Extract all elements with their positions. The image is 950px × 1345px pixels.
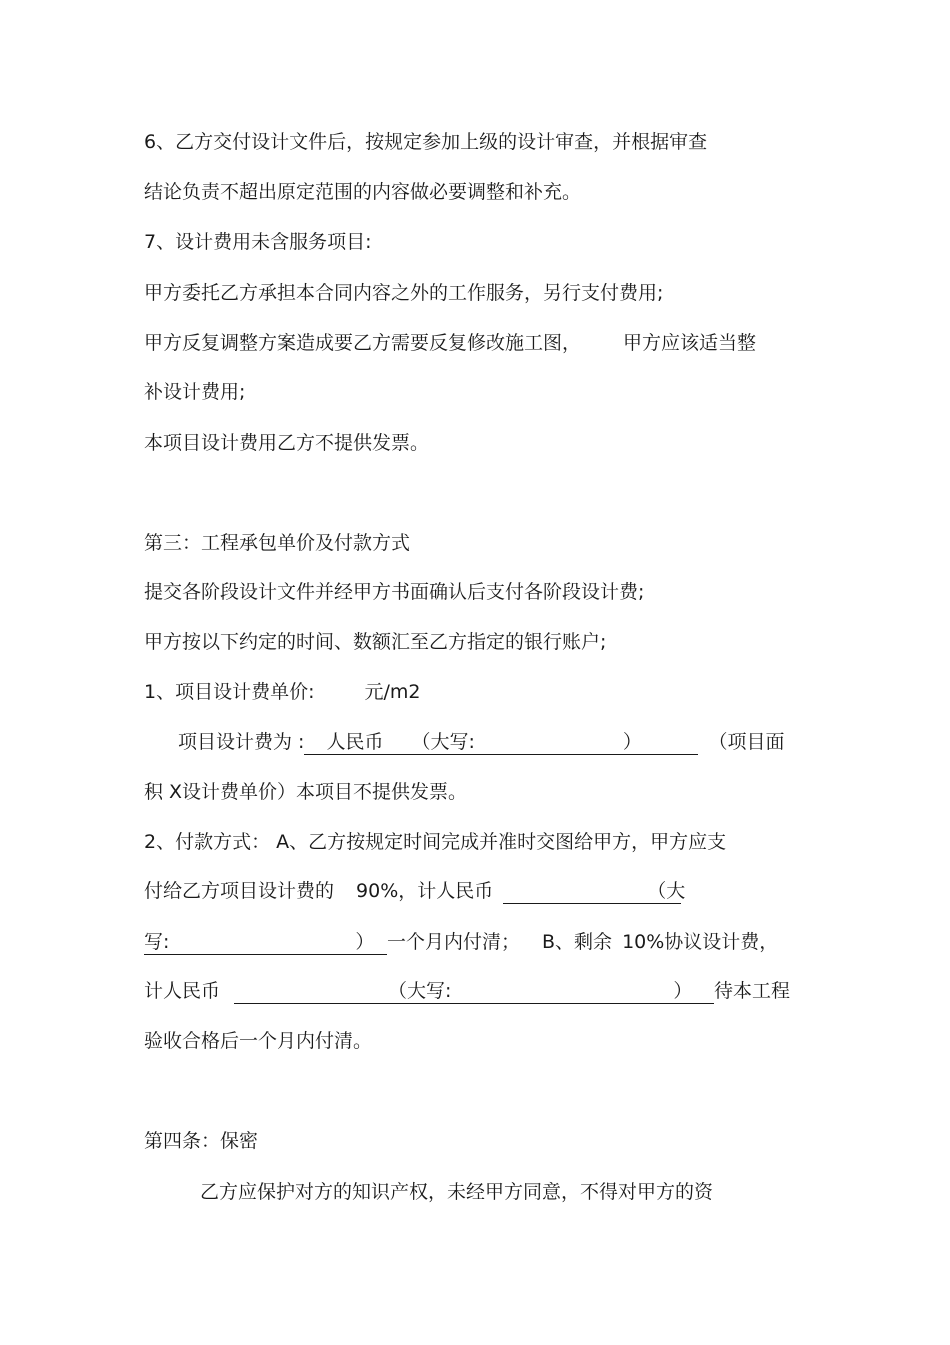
payment-line-5: 验收合格后一个月内付清。 <box>144 1030 373 1052</box>
clause-6-line-1: 6、乙方交付设计文件后，按规定参加上级的设计审查，并根据审查 <box>144 131 708 153</box>
section-3-line-2: 甲方按以下约定的时间、数额汇至乙方指定的银行账户; <box>144 631 607 653</box>
payment-90-capital-blank <box>144 930 387 955</box>
payment-90-label: 付给乙方项目设计费的 <box>144 880 335 902</box>
payment-line-3 <box>144 930 778 955</box>
section-3-heading: 第三：工程承包单价及付款方式 <box>144 532 411 554</box>
clause-6-line-2: 结论负责不超出原定范围的内容做必要调整和补充。 <box>144 181 582 203</box>
unit-price-unit: 元/m2 <box>364 681 421 703</box>
payment-line-4 <box>144 979 790 1004</box>
clause-7-item-2-line-2: 补设计费用; <box>144 381 246 403</box>
section-3-line-1: 提交各阶段设计文件并经甲方书面确认后支付各阶段设计费; <box>144 581 645 603</box>
design-fee-capital-close: ） <box>622 731 642 753</box>
payment-10-text: 10%协议设计费， <box>622 931 779 953</box>
payment-90-capital-close: ） <box>355 931 375 953</box>
payment-10-amount-blank <box>234 979 714 1004</box>
clause-7-title: 7、设计费用未含服务项目: <box>144 231 372 253</box>
design-fee-label: 项目设计费为 : <box>178 731 305 753</box>
design-fee-blank <box>304 730 698 755</box>
clause-7-item-2-line-1 <box>144 331 756 355</box>
payment-90-capital-open: （大 <box>647 880 686 902</box>
payment-10-capital-close: ） <box>673 980 693 1002</box>
clause-7-item-3: 本项目设计费用乙方不提供发票。 <box>144 432 430 454</box>
payment-10-condition: 待本工程 <box>714 980 791 1002</box>
section-4-heading: 第四条：保密 <box>144 1130 259 1152</box>
design-fee-note: （项目面 <box>708 731 785 753</box>
design-fee-capital-open: （大写: <box>411 731 475 753</box>
design-fee-line <box>178 730 784 755</box>
section-4-line-1: 乙方应保护对方的知识产权，未经甲方同意，不得对甲方的资 <box>200 1181 714 1203</box>
payment-10-amount-label: 计人民币 <box>144 980 221 1002</box>
payment-line-2 <box>144 879 686 904</box>
unit-price-label: 1、项目设计费单价: <box>144 681 315 703</box>
unit-price-line <box>144 680 421 704</box>
clause-7-item-1: 甲方委托乙方承担本合同内容之外的工作服务，另行支付费用; <box>144 282 664 304</box>
payment-90-amount-label: 90%，计人民币 <box>356 880 494 902</box>
clause-7-item-2-text-b: 甲方应该适当整 <box>623 332 757 354</box>
payment-90-deadline: 一个月内付清； <box>387 931 521 953</box>
payment-10-capital-open: （大写: <box>388 980 452 1002</box>
design-fee-currency: 人民币 <box>326 731 384 753</box>
design-fee-line-2: 积 X设计费单价）本项目不提供发票。 <box>144 781 468 803</box>
payment-line-1: 2、付款方式： A、乙方按规定时间完成并准时交图给甲方，甲方应支 <box>144 831 727 853</box>
payment-90-amount-blank <box>503 879 686 904</box>
clause-7-item-2-text-a: 甲方反复调整方案造成要乙方需要反复修改施工图， <box>144 332 582 354</box>
payment-90-capital-label: 写: <box>144 931 170 953</box>
payment-10-label: B、剩余 <box>542 931 613 953</box>
